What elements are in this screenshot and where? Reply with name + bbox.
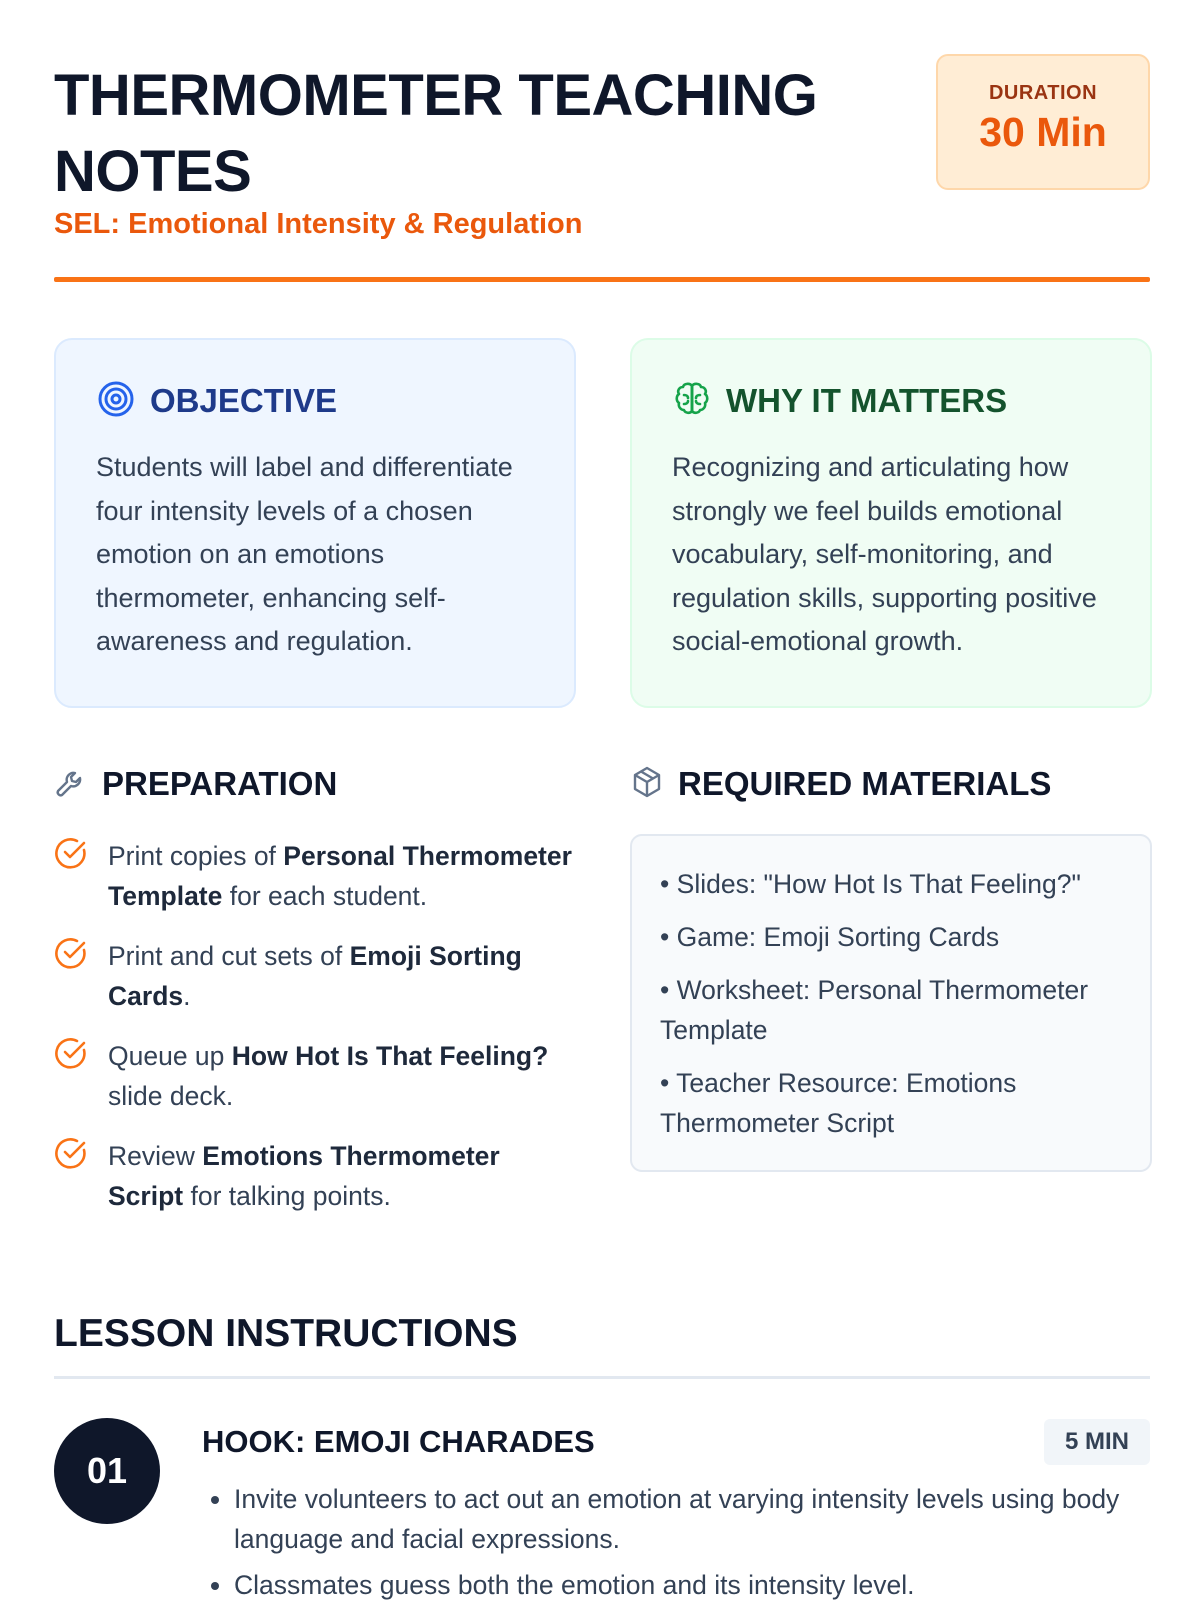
wrench-icon bbox=[54, 765, 88, 804]
check-circle-icon bbox=[54, 836, 88, 916]
package-icon bbox=[630, 765, 664, 804]
header-divider bbox=[54, 277, 1150, 282]
duration-label: DURATION bbox=[988, 82, 1098, 104]
list-item: Review Emotions Thermometer Script for talking points. bbox=[54, 1136, 576, 1216]
check-circle-icon bbox=[54, 1136, 88, 1216]
page-subtitle: SEL: Emotional Intensity & Regulation bbox=[54, 208, 583, 240]
objective-title: OBJECTIVE bbox=[150, 382, 338, 419]
objective-text: Students will label and differentiate four intensity levels of a chosen emotion on an emotions thermometer, enhancing self-awareness and regulation. bbox=[96, 452, 513, 656]
duration-badge bbox=[936, 54, 1150, 190]
step-title: HOOK: EMOJI CHARADES bbox=[202, 1424, 595, 1459]
lesson-instructions-title: LESSON INSTRUCTIONS bbox=[54, 1312, 518, 1355]
materials-heading bbox=[630, 762, 1051, 806]
check-circle-icon bbox=[54, 1036, 88, 1116]
materials-title: REQUIRED MATERIALS bbox=[678, 765, 1052, 802]
list-item: • Game: Emoji Sorting Cards bbox=[660, 922, 1000, 952]
page-title: THERMOMETER TEACHING NOTES bbox=[54, 63, 818, 204]
list-item: • Invite volunteers to act out an emotion at varying intensity levels using body language and facial expressions. bbox=[234, 1479, 1144, 1559]
check-circle-icon bbox=[54, 936, 88, 1016]
lesson-divider bbox=[54, 1376, 1150, 1379]
list-item: • Classmates guess both the emotion and its intensity level. bbox=[234, 1565, 1144, 1600]
list-item: Print copies of Personal Thermometer Template for each student. bbox=[54, 836, 576, 916]
why-it-matters-title: WHY IT MATTERS bbox=[726, 382, 1008, 419]
why-it-matters-card bbox=[630, 338, 1152, 708]
duration-value: 30 Min bbox=[979, 109, 1107, 155]
step-bullet-list bbox=[234, 1479, 1144, 1600]
materials-box bbox=[630, 834, 1152, 1172]
preparation-heading bbox=[54, 762, 337, 806]
objective-card bbox=[54, 338, 576, 708]
list-item: • Worksheet: Personal Thermometer Template bbox=[660, 975, 1089, 1045]
list-item: • Teacher Resource: Emotions Thermometer Script bbox=[660, 1068, 1017, 1138]
brain-icon bbox=[672, 379, 712, 424]
why-it-matters-text: Recognizing and articulating how strongly we feel builds emotional vocabulary, self-monitoring, and regulation skills, supporting positive social-emotional growth. bbox=[672, 452, 1097, 656]
page-header bbox=[54, 52, 1150, 282]
step-duration-badge: 5 MIN bbox=[1044, 1419, 1150, 1465]
list-item: • Slides: "How Hot Is That Feeling?" bbox=[660, 869, 1081, 899]
list-item: Queue up How Hot Is That Feeling? slide deck. bbox=[54, 1036, 576, 1116]
list-item: Print and cut sets of Emoji Sorting Cards. bbox=[54, 936, 576, 1016]
target-icon bbox=[96, 379, 136, 424]
preparation-title: PREPARATION bbox=[102, 765, 338, 802]
preparation-list bbox=[54, 836, 576, 1236]
step-number-badge: 01 bbox=[54, 1418, 160, 1524]
